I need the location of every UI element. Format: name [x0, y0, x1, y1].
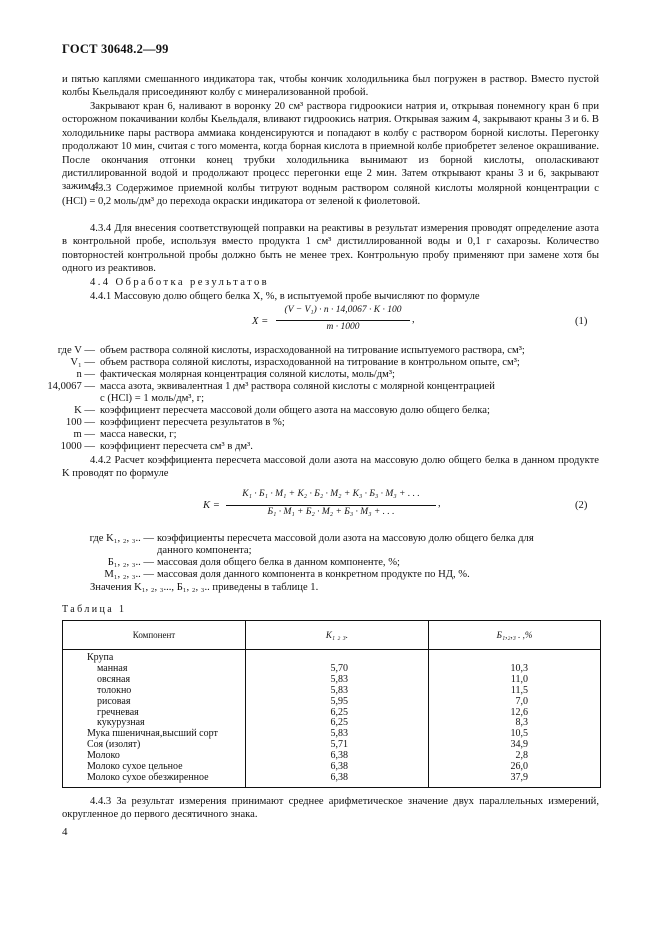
cell-k-value: 6,38 — [246, 762, 429, 773]
column-header-k: K₁ ₂ ₃. — [246, 621, 429, 650]
formula-2-comma: , — [438, 498, 441, 509]
cell-b-value: 7,0 — [429, 697, 601, 708]
legend-symbol: m — — [73, 429, 95, 440]
legend-symbol: где K₁, ₂, ₃.. — — [89, 533, 154, 544]
legend-text: объем раствора соляной кислоты, израсходованной на титрование в контрольном опыте, см³; — [100, 357, 520, 368]
column-header-b: Б₁,₂,₃ . ,% — [429, 621, 601, 650]
table-row — [63, 650, 601, 664]
table-row — [63, 773, 601, 787]
legend-symbol: K — — [74, 405, 95, 416]
cell-component: Молоко — [63, 751, 246, 762]
legend-text: коэффициент пересчета см³ в дм³. — [100, 441, 253, 452]
cell-k-value: 5,83 — [246, 686, 429, 697]
legend-text: коэффициент пересчета результатов в %; — [100, 417, 285, 428]
formula-2-lhs: K = — [203, 500, 220, 511]
paragraph-4-4-1: 4.4.1 Массовую долю общего белка X, %, в испытуемой пробе вычисляют по формуле — [90, 291, 480, 302]
formula-1-fraction-line — [276, 320, 410, 321]
cell-b-value: 10,5 — [429, 729, 601, 740]
legend-symbol: n — — [76, 369, 95, 380]
cell-component: кукурузная — [63, 718, 246, 729]
cell-k-value: 6,25 — [246, 718, 429, 729]
cell-component: овсяная — [63, 675, 246, 686]
formula-2-fraction-line — [226, 505, 436, 506]
formula-2-denominator: Б₁ · M₁ + Б₂ · M₂ + Б₃ · M₃ + . . . — [267, 507, 395, 517]
page-number: 4 — [62, 826, 68, 838]
legend-symbol: V₁ — — [70, 357, 95, 368]
legend-symbol: 14,0067 — — [47, 381, 95, 392]
section-heading-4-4: 4.4 Обработка результатов — [90, 277, 270, 288]
legend-text: массовая доля данного компонента в конкретном продукте по НД, %. — [157, 569, 470, 580]
formula-1-numerator: (V − V₁) · n · 14,0067 · K · 100 — [284, 305, 402, 315]
cell-k-value: 5,70 — [246, 664, 429, 675]
formula-1-number: (1) — [575, 316, 588, 327]
paragraph-4-4-3: 4.4.3 За результат измерения принимают среднее арифметическое значение двух параллельных измерений, округленное до первого десятичного знака. — [62, 796, 599, 821]
legend-symbol: Б₁, ₂, ₃.. — — [107, 557, 154, 568]
table-body — [63, 650, 601, 788]
cell-component: Молоко сухое обезжиренное — [63, 773, 246, 787]
cell-component: Мука пшеничная,высший сорт — [63, 729, 246, 740]
cell-b-value: 26,0 — [429, 762, 601, 773]
cell-component: рисовая — [63, 697, 246, 708]
table-row — [63, 697, 601, 708]
cell-component: гречневая — [63, 708, 246, 719]
cell-b-value: 8,3 — [429, 718, 601, 729]
cell-b-value: 11,0 — [429, 675, 601, 686]
standard-header: ГОСТ 30648.2—99 — [62, 42, 169, 56]
formula-1-denominator: m · 1000 — [326, 322, 360, 332]
cell-k-value: 5,95 — [246, 697, 429, 708]
paragraph-4-3-4: 4.3.4 Для внесения соответствующей поправки на реактивы в результат измерения проводят определение азота в контрольной пробе, используя вместо продукта 1 см³ дистиллированной воды и 0,1 г сахарозы. Количество повторностей контрольной пробы должно быть не менее трех. Контрольную пробу применяют при замене хотя бы одного из реактивов. — [62, 223, 599, 275]
cell-b-value: 12,6 — [429, 708, 601, 719]
cell-component: Крупа — [63, 650, 246, 664]
cell-k-value: 5,71 — [246, 740, 429, 751]
legend-text: массовая доля общего белка в данном компоненте, %; — [157, 557, 400, 568]
cell-component: Соя (изолят) — [63, 740, 246, 751]
legend-text: масса навески, г; — [100, 429, 177, 440]
table-row — [63, 686, 601, 697]
table-caption: Таблица 1 — [62, 604, 127, 615]
paragraph-indicator: и пятью каплями смешанного индикатора так, чтобы кончик холодильника был погружен в раствор. Вместо пустой колбы Кьельдаля присоединяют колбу с минерализованной пробой. — [62, 74, 599, 99]
cell-b-value — [429, 650, 601, 664]
coefficients-table — [62, 620, 601, 788]
legend-symbol: 100 — — [65, 417, 95, 428]
legend-text: фактическая молярная концентрация соляной кислоты, моль/дм³; — [100, 369, 395, 380]
table-header-row — [63, 621, 601, 650]
cell-k-value: 6,38 — [246, 751, 429, 762]
paragraph-4-4-2: 4.4.2 Расчет коэффициента пересчета массовой доли азота на массовую долю общего белка в данном продукте K проводят по формуле — [62, 455, 599, 480]
legend-text: данного компонента; — [157, 545, 252, 556]
legend-text: объем раствора соляной кислоты, израсходованной на титрование испытуемого раствора, см³; — [100, 345, 525, 356]
legend-text: масса азота, эквивалентная 1 дм³ раствора соляной кислоты с молярной концентрацией — [100, 381, 495, 392]
cell-component: толокно — [63, 686, 246, 697]
legend-symbol: 1000 — — [60, 441, 95, 452]
cell-b-value: 2,8 — [429, 751, 601, 762]
legend-symbol: M₁, ₂, ₃.. — — [104, 569, 154, 580]
legend-text: коэффициент пересчета массовой доли общего азота на массовую долю общего белка; — [100, 405, 490, 416]
cell-b-value: 10,3 — [429, 664, 601, 675]
cell-b-value: 11,5 — [429, 686, 601, 697]
paragraph-distillation: Закрывают кран 6, наливают в воронку 20 см³ раствора гидроокиси натрия и, открывая понемногу кран 6 при осторожном покачивании колбы Кьельдаля, вливают гидроокись натрия. Открывая зажим 4, закрывают краны 3 и 6. В холодильнике пары раствора аммиака конденсируются и попадают в колбу с раствором борной кислоты. Перегонку продолжают 10 мин, считая с того момента, когда борная кислота в приемной колбе приобретет зеленое окрашивание. После окончания отгонки конец трубки холодильника вынимают из борной кислоты, ополаскивают дистиллированной водой и продолжают процесс перегонки еще 2 мин. Затем открывают краны 3 и 6, закрывают зажим 4. — [62, 101, 599, 193]
cell-component: Молоко сухое цельное — [63, 762, 246, 773]
cell-component: манная — [63, 664, 246, 675]
legend-text: c (HCl) = 1 моль/дм³, г; — [100, 393, 205, 404]
table-values-note: Значения K₁, ₂, ₃..., Б₁, ₂, ₃.. приведены в таблице 1. — [90, 582, 319, 593]
cell-k-value: 5,83 — [246, 675, 429, 686]
legend-text: коэффициенты пересчета массовой доли азота на массовую долю общего белка для — [157, 533, 534, 544]
formula-2-numerator: K₁ · Б₁ · M₁ + K₂ · Б₂ · M₂ + K₃ · Б₃ · M₃ + . . . — [242, 489, 420, 499]
column-header-component: Компонент — [63, 621, 246, 650]
formula-1-comma: , — [412, 314, 415, 325]
cell-b-value: 37,9 — [429, 773, 601, 787]
cell-k-value: 6,38 — [246, 773, 429, 787]
cell-k-value: 6,25 — [246, 708, 429, 719]
cell-k-value: 5,83 — [246, 729, 429, 740]
cell-b-value: 34,9 — [429, 740, 601, 751]
legend-symbol: где V — — [57, 345, 95, 356]
formula-1-lhs: X = — [252, 316, 269, 327]
cell-k-value — [246, 650, 429, 664]
paragraph-4-3-3: 4.3.3 Содержимое приемной колбы титруют водным раствором соляной кислоты молярной концентрации c (HCl) = 0,2 моль/дм³ до перехода окраски индикатора от зеленой к фиолетовой. — [62, 183, 599, 208]
formula-2-number: (2) — [575, 500, 588, 511]
